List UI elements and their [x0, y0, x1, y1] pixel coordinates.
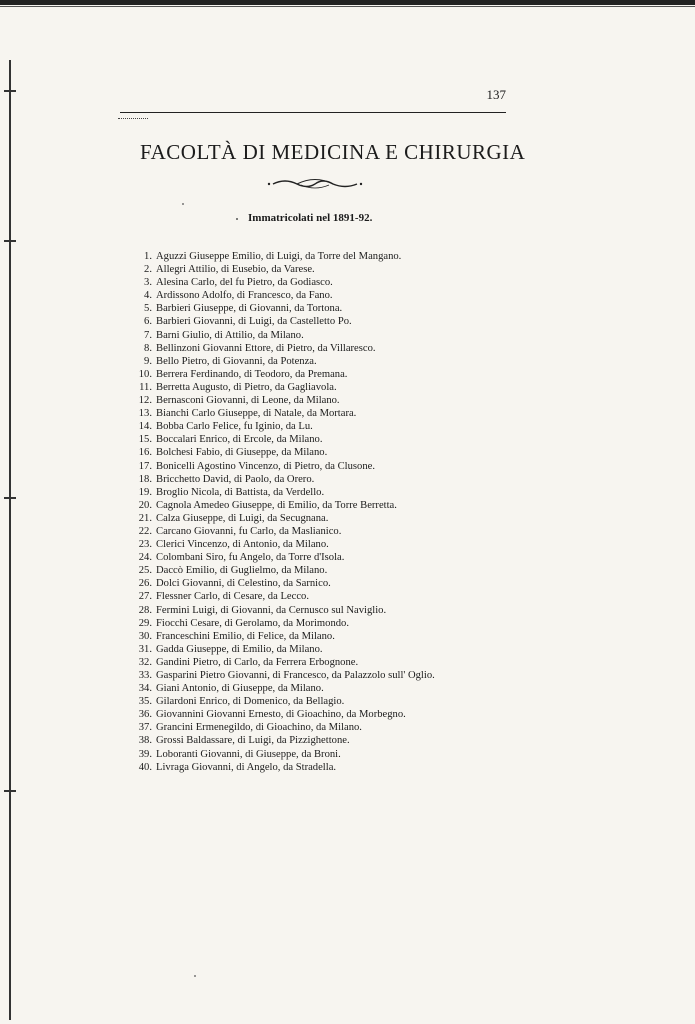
list-item — [125, 250, 525, 263]
entry-number: 2. — [144, 264, 152, 276]
entry-text: Broglio Nicola, di Battista, da Verdello. — [156, 486, 325, 498]
entry-number: 16. — [138, 447, 152, 459]
list-item — [125, 355, 525, 368]
list-item — [125, 538, 525, 551]
entry-text: Allegri Attilio, di Eusebio, da Varese. — [156, 264, 315, 276]
entry-text: Fiocchi Cesare, di Gerolamo, da Morimondo. — [156, 617, 349, 629]
entry-text: Berretta Augusto, di Pietro, da Gagliavola. — [156, 381, 337, 393]
entry-text: Bello Pietro, di Giovanni, da Potenza. — [156, 355, 317, 367]
list-item — [125, 276, 525, 289]
entry-number: 15. — [138, 434, 152, 446]
entry-text: Bobba Carlo Felice, fu Iginio, da Lu. — [156, 421, 313, 433]
entry-number: 39. — [138, 748, 152, 760]
list-item — [125, 263, 525, 276]
entry-text: Alesina Carlo, del fu Pietro, da Godiasco. — [156, 277, 333, 289]
list-item — [125, 486, 525, 499]
entry-text: Gasparini Pietro Giovanni, di Francesco, da Palazzolo sull' Oglio. — [156, 670, 435, 681]
entry-text: Franceschini Emilio, di Felice, da Milano. — [156, 630, 335, 642]
entry-number: 17. — [138, 460, 152, 472]
entry-number: 4. — [144, 290, 152, 302]
entry-number: 28. — [138, 604, 152, 616]
entry-text: Giovannini Giovanni Ernesto, di Gioachino, da Morbegno. — [156, 709, 406, 721]
list-item — [125, 499, 525, 512]
student-list — [125, 250, 525, 774]
entry-number: 21. — [138, 512, 152, 524]
entry-number: 19. — [138, 486, 152, 498]
entry-text: Boccalari Enrico, di Ercole, da Milano. — [156, 434, 323, 446]
list-item — [125, 381, 525, 394]
list-item — [125, 329, 525, 342]
entry-number: 31. — [138, 643, 152, 655]
list-item — [125, 643, 525, 656]
speck — [236, 218, 238, 220]
list-item — [125, 551, 525, 564]
list-item — [125, 368, 525, 381]
list-item — [125, 669, 525, 682]
entry-text: Gilardoni Enrico, di Domenico, da Bellagio. — [156, 696, 345, 708]
list-item — [125, 342, 525, 355]
entry-number: 3. — [144, 277, 152, 289]
entry-text: Gandini Pietro, di Carlo, da Ferrera Erbognone. — [156, 656, 359, 668]
entry-text: Giani Antonio, di Giuseppe, da Milano. — [156, 683, 324, 695]
list-item — [125, 630, 525, 643]
scan-top-border — [0, 0, 695, 5]
entry-number: 20. — [138, 499, 152, 511]
entry-text: Bolchesi Fabio, di Giuseppe, da Milano. — [156, 447, 328, 459]
entry-text: Loboranti Giovanni, di Giuseppe, da Broni. — [156, 748, 341, 760]
list-item — [125, 315, 525, 328]
scan-top-border-line — [0, 6, 695, 7]
entry-text: Bianchi Carlo Giuseppe, di Natale, da Mortara. — [156, 408, 357, 420]
list-item — [125, 604, 525, 617]
entry-number: 33. — [138, 670, 152, 681]
entry-text: Grossi Baldassare, di Luigi, da Pizzighettone. — [156, 735, 350, 747]
entry-text: Carcano Giovanni, fu Carlo, da Maslianico. — [156, 525, 342, 537]
entry-text: Bellinzoni Giovanni Ettore, di Pietro, da Villaresco. — [156, 342, 376, 354]
list-item — [125, 617, 525, 630]
entry-number: 38. — [138, 735, 152, 747]
subtitle: Immatricolati nel 1891-92. — [248, 212, 373, 224]
faculty-title: FACOLTÀ DI MEDICINA E CHIRURGIA — [140, 140, 526, 164]
list-item — [125, 564, 525, 577]
entry-number: 9. — [144, 355, 152, 367]
entry-number: 26. — [138, 578, 152, 590]
entry-text: Livraga Giovanni, di Angelo, da Stradella. — [156, 761, 337, 773]
speck — [194, 975, 196, 977]
entry-text: Barni Giulio, di Attilio, da Milano. — [156, 329, 304, 341]
list-item — [125, 682, 525, 695]
list-item — [125, 695, 525, 708]
entry-text: Fermini Luigi, di Giovanni, da Cernusco sul Naviglio. — [156, 604, 387, 616]
entry-number: 1. — [144, 251, 152, 262]
entry-number: 12. — [138, 395, 152, 407]
list-item — [125, 473, 525, 486]
header-rule-dots — [118, 118, 148, 119]
decorative-flourish-icon — [267, 176, 363, 192]
list-item — [125, 590, 525, 603]
entry-number: 8. — [144, 342, 152, 354]
list-item — [125, 577, 525, 590]
list-item — [125, 407, 525, 420]
entry-number: 7. — [144, 329, 152, 341]
list-item — [125, 748, 525, 761]
entry-number: 11. — [139, 381, 152, 393]
entry-number: 29. — [138, 617, 152, 629]
list-item — [125, 460, 525, 473]
entry-number: 23. — [138, 539, 152, 551]
list-item — [125, 446, 525, 459]
entry-text: Daccò Emilio, di Guglielmo, da Milano. — [156, 565, 328, 577]
entry-number: 10. — [138, 368, 152, 380]
entry-number: 5. — [144, 303, 152, 315]
entry-number: 14. — [138, 421, 152, 433]
entry-text: Grancini Ermenegildo, di Gioachino, da Milano. — [156, 722, 362, 734]
entry-number: 40. — [138, 761, 152, 773]
entry-number: 32. — [138, 656, 152, 668]
entry-number: 27. — [138, 591, 152, 603]
entry-text: Bonicelli Agostino Vincenzo, di Pietro, da Clusone. — [156, 460, 375, 472]
list-item — [125, 708, 525, 721]
entry-number: 25. — [138, 565, 152, 577]
entry-text: Clerici Vincenzo, di Antonio, da Milano. — [156, 539, 329, 551]
entry-text: Berrera Ferdinando, di Teodoro, da Premana. — [156, 368, 348, 380]
list-item — [125, 761, 525, 774]
entry-text: Dolci Giovanni, di Celestino, da Sarnico. — [156, 578, 331, 590]
entry-text: Cagnola Amedeo Giuseppe, di Emilio, da Torre Berretta. — [156, 499, 397, 511]
entry-number: 24. — [138, 552, 152, 564]
entry-text: Bernasconi Giovanni, di Leone, da Milano. — [156, 395, 340, 407]
speck — [182, 203, 184, 205]
page-number: 137 — [486, 87, 506, 102]
entry-number: 36. — [138, 709, 152, 721]
list-item — [125, 394, 525, 407]
list-item — [125, 289, 525, 302]
list-item — [125, 433, 525, 446]
entry-text: Flessner Carlo, di Cesare, da Lecco. — [156, 591, 309, 603]
entry-text: Gadda Giuseppe, di Emilio, da Milano. — [156, 643, 323, 655]
list-item — [125, 302, 525, 315]
binding-edge — [4, 60, 14, 1020]
entry-number: 22. — [138, 525, 152, 537]
entry-number: 6. — [144, 316, 152, 328]
list-item — [125, 525, 525, 538]
list-item — [125, 734, 525, 747]
entry-text: Colombani Siro, fu Angelo, da Torre d'Isola. — [156, 552, 345, 564]
entry-number: 37. — [138, 722, 152, 734]
list-item — [125, 721, 525, 734]
entry-number: 35. — [138, 696, 152, 708]
entry-text: Barbieri Giuseppe, di Giovanni, da Tortona. — [156, 303, 343, 315]
entry-text: Aguzzi Giuseppe Emilio, di Luigi, da Torre del Mangano. — [156, 251, 402, 262]
entry-number: 34. — [138, 683, 152, 695]
entry-text: Calza Giuseppe, di Luigi, da Secugnana. — [156, 512, 329, 524]
list-item — [125, 512, 525, 525]
entry-text: Barbieri Giovanni, di Luigi, da Castelletto Po. — [156, 316, 352, 328]
header-rule — [120, 112, 506, 113]
list-item — [125, 420, 525, 433]
entry-text: Ardissono Adolfo, di Francesco, da Fano. — [156, 290, 333, 302]
entry-number: 13. — [138, 408, 152, 420]
list-item — [125, 656, 525, 669]
entry-text: Bricchetto David, di Paolo, da Orero. — [156, 473, 315, 485]
entry-number: 30. — [138, 630, 152, 642]
entry-number: 18. — [138, 473, 152, 485]
